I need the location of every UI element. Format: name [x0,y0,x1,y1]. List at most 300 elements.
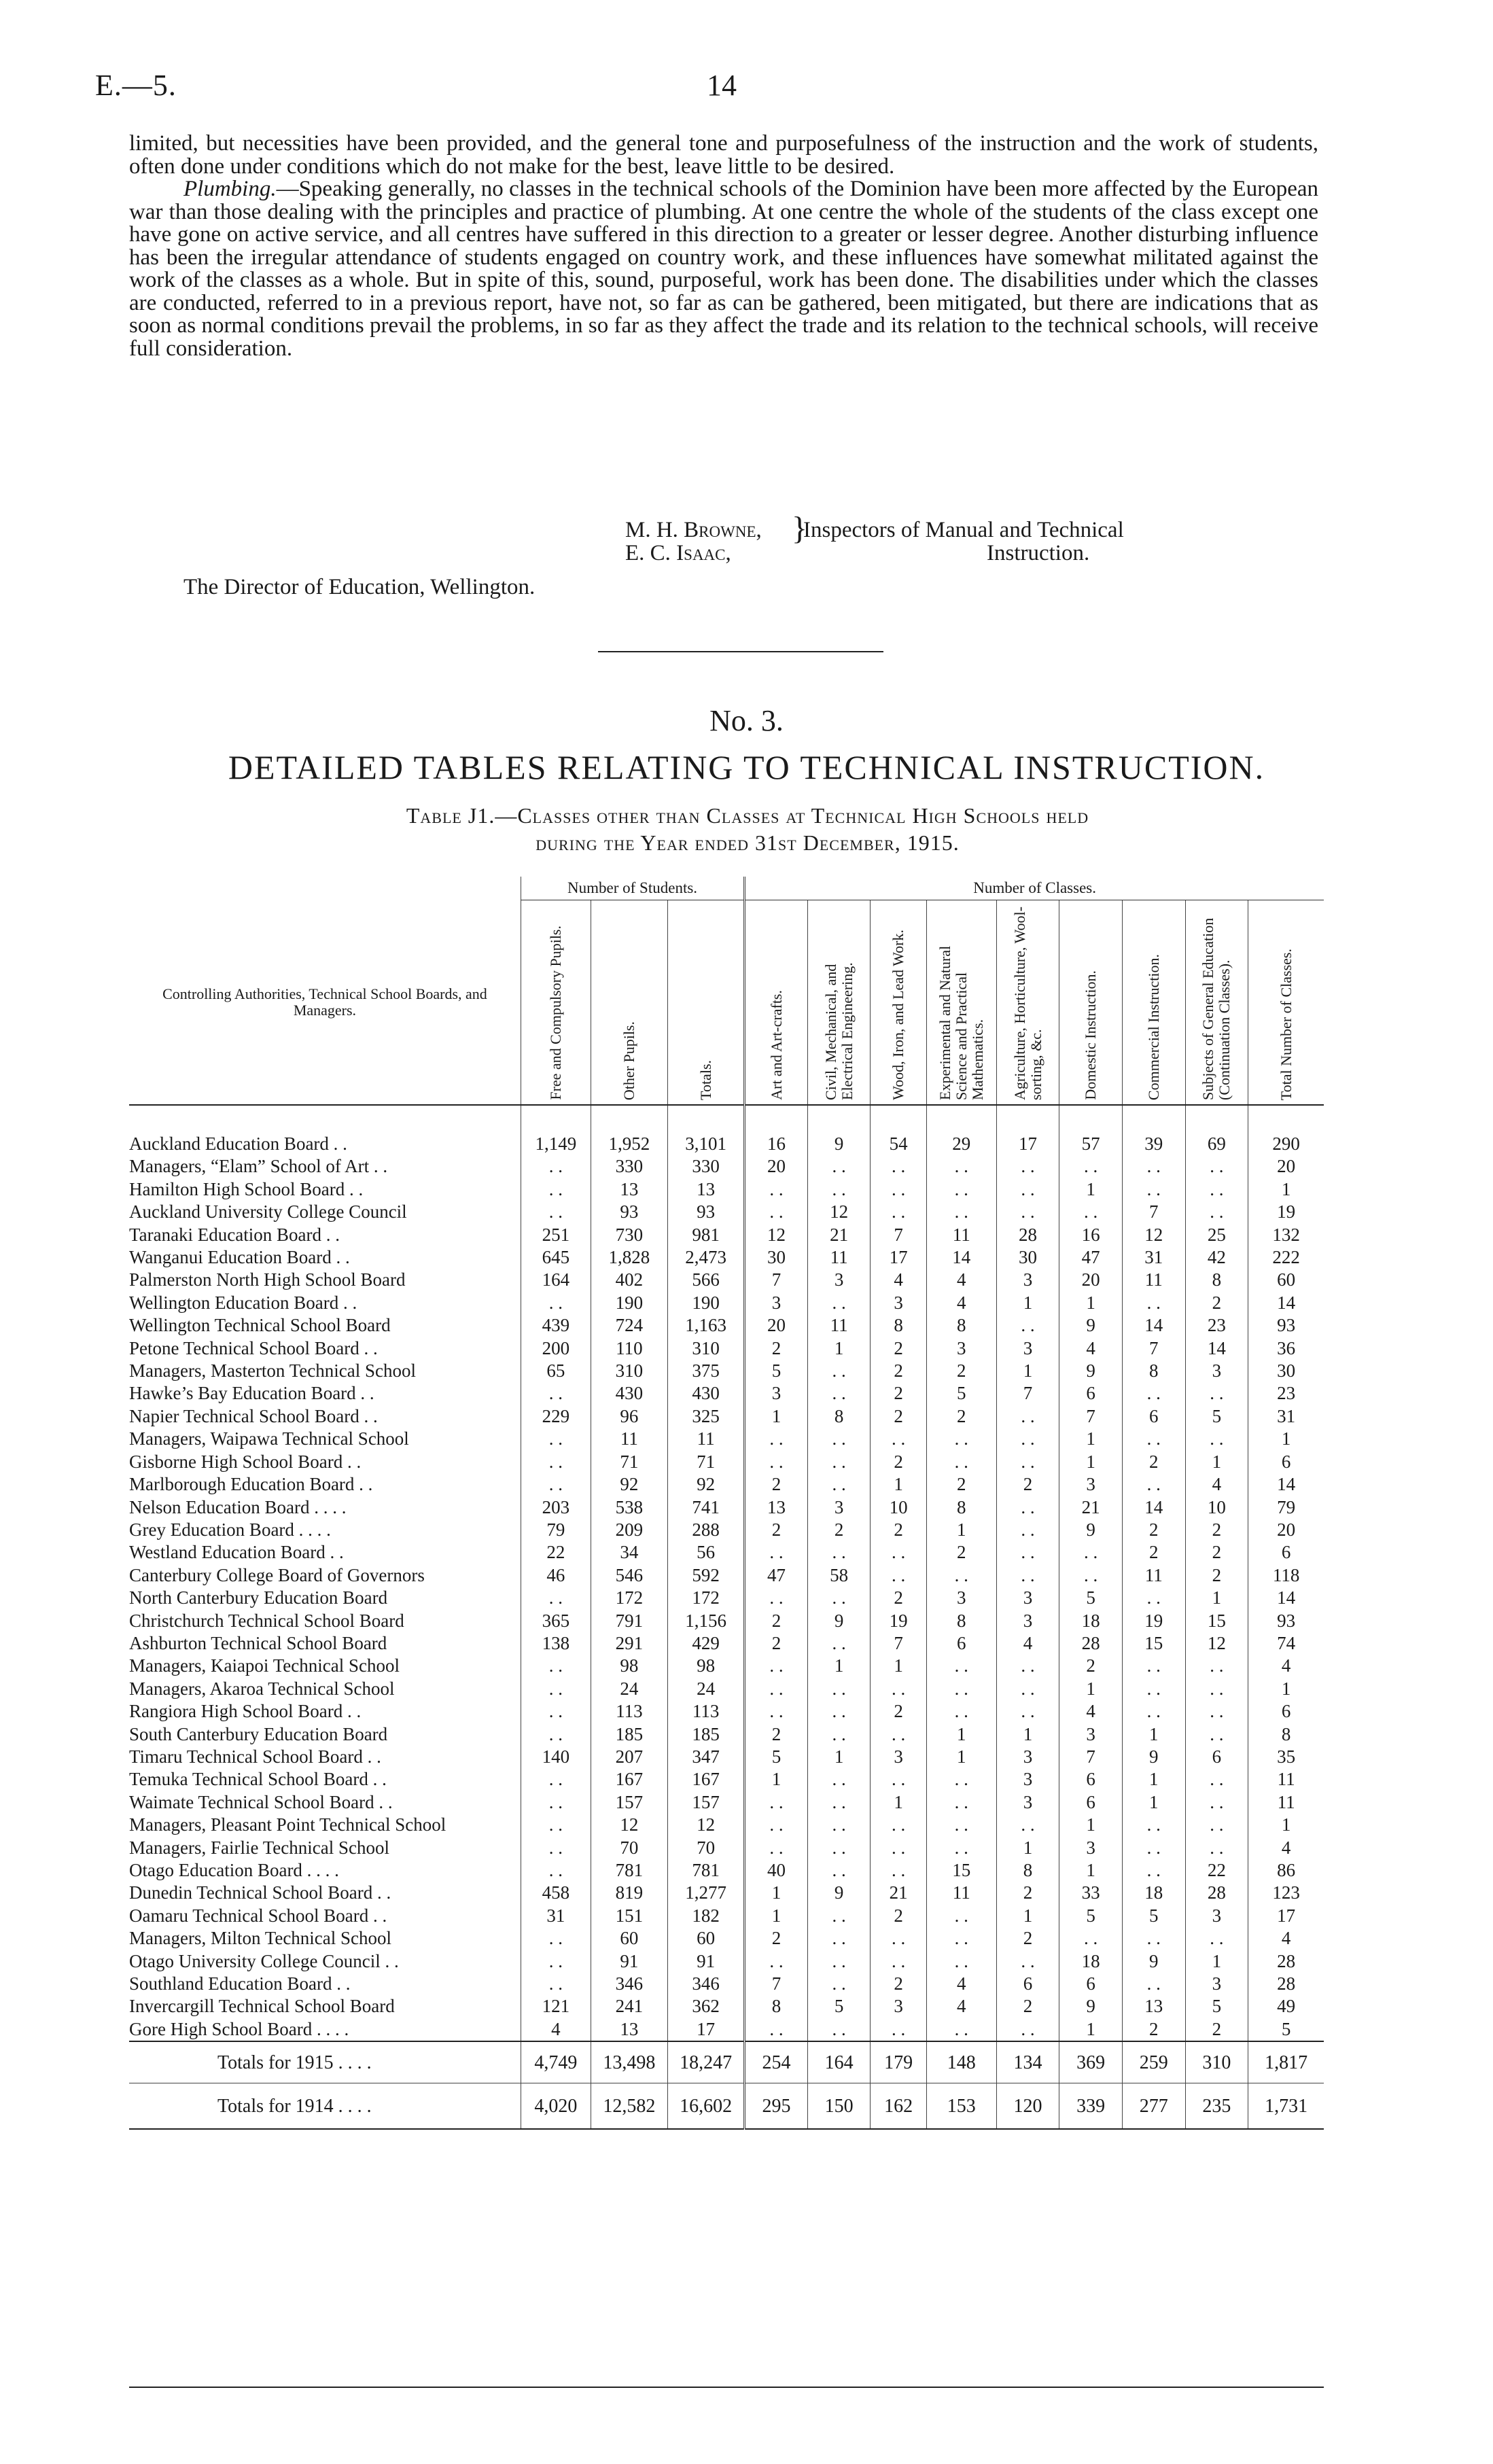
row-value: 47 [1059,1246,1123,1269]
table-row [129,1973,1324,1995]
row-value: 8 [1122,1360,1185,1382]
row-value: . . [926,1178,996,1201]
row-value: 167 [668,1768,745,1791]
row-value: . . [1059,1564,1123,1587]
row-value: 33 [1059,1882,1123,1904]
row-value: . . [1185,1837,1248,1859]
row-value: 17 [996,1105,1059,1155]
row-label: Christchurch Technical School Board [129,1610,404,1631]
row-value: 164 [807,2041,871,2083]
row-value: 31 [1122,1246,1185,1269]
row-value: 1,828 [591,1246,667,1269]
row-value: . . [996,1496,1059,1519]
row-value: . . [807,1451,871,1473]
row-value: 12 [745,1224,808,1246]
table-row [129,1655,1324,1677]
row-value: 4 [1248,1927,1324,1950]
row-value: 1 [1185,1451,1248,1473]
row-value: . . [1122,1655,1185,1677]
row-value: 1 [1059,1814,1123,1836]
row-label: Managers, Akaroa Technical School [129,1678,395,1699]
row-value: 30 [996,1246,1059,1269]
row-value: 346 [591,1973,667,1995]
row-value: 4 [1248,1655,1324,1677]
table-row [129,1882,1324,1904]
row-value: . . [996,1950,1059,1973]
row-value: 140 [521,1746,591,1768]
row-value: . . [996,1451,1059,1473]
row-value: 5 [1122,1905,1185,1927]
row-value: . . [1185,1382,1248,1405]
row-value: 2 [871,1405,926,1428]
row-value: 21 [1059,1496,1123,1519]
row-value: 3 [1185,1905,1248,1927]
col-agriculture: Agriculture, Horticulture, Wool-sorting, &c. [996,900,1059,1106]
table-row [129,1451,1324,1473]
row-label: Hawke’s Bay Education Board . . [129,1383,374,1404]
row-value: 1 [871,1473,926,1496]
row-value: 2,473 [668,1246,745,1269]
report-body [129,133,1318,360]
table-row [129,1269,1324,1291]
row-value: . . [745,1451,808,1473]
row-value: 2 [1185,2018,1248,2041]
row-value: . . [1185,1768,1248,1791]
row-value: 93 [591,1201,667,1223]
row-value: 1 [1248,1428,1324,1450]
row-value: . . [807,1700,871,1723]
row-value: 86 [1248,1859,1324,1882]
row-value: 7 [1122,1337,1185,1360]
row-value: 2 [871,1360,926,1382]
row-value: 8 [926,1314,996,1337]
row-value: . . [1185,1723,1248,1746]
row-value: 791 [591,1610,667,1632]
row-value: 2 [996,1882,1059,1904]
row-value: . . [521,1814,591,1836]
row-value: 2 [1185,1541,1248,1564]
row-value: 93 [1248,1314,1324,1337]
row-value: 132 [1248,1224,1324,1246]
table-row [129,1723,1324,1746]
row-value: 1 [996,1360,1059,1382]
row-value: 56 [668,1541,745,1564]
row-value: . . [871,1950,926,1973]
row-value: . . [745,1837,808,1859]
row-label: Canterbury College Board of Governors [129,1564,425,1585]
row-label: Otago Education Board . . . . [129,1860,339,1880]
row-value: 4 [926,1973,996,1995]
row-value: 402 [591,1269,667,1291]
row-value: . . [521,1155,591,1178]
row-value: . . [807,1927,871,1950]
row-value: 2 [1122,1541,1185,1564]
row-value: 19 [1248,1201,1324,1223]
table-row [129,1700,1324,1723]
row-value: 2 [745,1337,808,1360]
row-value: 16 [1059,1224,1123,1246]
row-value: 4 [1059,1337,1123,1360]
row-value: 120 [996,2083,1059,2130]
row-value: . . [807,1791,871,1814]
row-value: . . [1185,1927,1248,1950]
row-value: 13 [668,1178,745,1201]
row-value: 36 [1248,1337,1324,1360]
row-value: 330 [591,1155,667,1178]
row-value: 8 [926,1496,996,1519]
row-value: . . [1122,1587,1185,1609]
table-row [129,1155,1324,1178]
plumbing-heading: Plumbing. [183,177,277,201]
row-value: 13 [1122,1995,1185,2018]
row-value: 3 [996,1587,1059,1609]
row-value: 2 [871,1905,926,1927]
row-value: . . [926,1201,996,1223]
row-value: 2 [926,1473,996,1496]
row-value: 28 [1185,1882,1248,1904]
row-value: 1 [807,1655,871,1677]
row-value: 3 [1059,1837,1123,1859]
row-value: . . [1185,1678,1248,1700]
row-value: 110 [591,1337,667,1360]
row-value: 20 [1059,1269,1123,1291]
row-value: 12 [1185,1632,1248,1655]
row-value: 4,749 [521,2041,591,2083]
page-number: 14 [707,69,737,102]
row-value: 1 [1122,1723,1185,1746]
row-value: . . [807,1814,871,1836]
table-row [129,2018,1324,2041]
table-row [129,1541,1324,1564]
row-value: 1 [1185,1950,1248,1973]
row-value: 3 [807,1496,871,1519]
row-label: Wanganui Education Board . . [129,1247,350,1268]
row-value: 16,602 [668,2083,745,2130]
table-row [129,1496,1324,1519]
row-value: 6 [1185,1746,1248,1768]
row-value: 2 [871,1451,926,1473]
row-label: Managers, Masterton Technical School [129,1360,416,1381]
table-row [129,1382,1324,1405]
col-experimental-science: Experimental and Natural Science and Practical Mathematics. [926,900,996,1106]
table-row [129,2041,1324,2083]
table-caption-line-1: Table J1.—Classes other than Classes at Technical High Schools held [406,803,1089,828]
row-value: . . [745,1201,808,1223]
col-general-education: Subjects of General Education (Continuation Classes). [1185,900,1248,1106]
row-value: 291 [591,1632,667,1655]
row-value: 1,156 [668,1610,745,1632]
row-value: 3 [871,1292,926,1314]
row-value: . . [996,1519,1059,1541]
row-value: 5 [807,1995,871,2018]
row-value: 288 [668,1519,745,1541]
row-value: 1 [807,1746,871,1768]
row-value: 11 [1248,1768,1324,1791]
row-value: . . [745,1178,808,1201]
row-value: 21 [871,1882,926,1904]
row-value: 17 [871,1246,926,1269]
row-value: . . [745,1655,808,1677]
row-value: 1 [1185,1587,1248,1609]
row-value: 179 [871,2041,926,2083]
row-value: 13 [745,1496,808,1519]
row-value: . . [745,1541,808,1564]
row-value: 5 [745,1360,808,1382]
row-value: 1 [1248,1678,1324,1700]
row-value: 981 [668,1224,745,1246]
row-value: 15 [1122,1632,1185,1655]
row-value: 375 [668,1360,745,1382]
row-value: 91 [591,1950,667,1973]
row-value: 362 [668,1995,745,2018]
row-value: 9 [1059,1360,1123,1382]
row-value: 42 [1185,1246,1248,1269]
row-value: 123 [1248,1882,1324,1904]
row-value: 190 [591,1292,667,1314]
row-value: 1 [1059,2018,1123,2041]
row-value: . . [807,1155,871,1178]
row-value: . . [1185,1155,1248,1178]
row-value: 290 [1248,1105,1324,1155]
row-value: . . [521,1473,591,1496]
row-value: 1 [871,1791,926,1814]
row-value: 98 [591,1655,667,1677]
table-row [129,1337,1324,1360]
row-value: . . [1059,1927,1123,1950]
col-civil-engineering: Civil, Mechanical, and Electrical Engineering. [807,900,871,1106]
row-value: 2 [871,1382,926,1405]
table-row [129,1246,1324,1269]
row-value: 8 [996,1859,1059,1882]
row-value: 1 [996,1723,1059,1746]
row-value: 121 [521,1995,591,2018]
row-value: 5 [745,1746,808,1768]
row-value: 1 [996,1292,1059,1314]
row-value: . . [871,1541,926,1564]
row-value: . . [521,1178,591,1201]
row-value: 251 [521,1224,591,1246]
row-value: . . [1122,1292,1185,1314]
col-free-compulsory: Free and Compulsory Pupils. [521,900,591,1106]
row-value: 30 [1248,1360,1324,1382]
row-value: . . [996,1201,1059,1223]
row-label: Wellington Education Board . . [129,1292,357,1313]
table-row [129,1905,1324,1927]
row-value: 11 [1248,1791,1324,1814]
row-value: 1 [745,1905,808,1927]
row-value: 91 [668,1950,745,1973]
row-label: Totals for 1915 . . . . [129,2041,521,2083]
row-value: 222 [1248,1246,1324,1269]
table-row [129,1292,1324,1314]
row-value: 241 [591,1995,667,2018]
row-value: 8 [1185,1269,1248,1291]
row-label: Hamilton High School Board . . [129,1178,364,1199]
row-value: 11 [926,1882,996,1904]
row-value: 1 [1059,1178,1123,1201]
table-row [129,1564,1324,1587]
row-value: 12 [668,1814,745,1836]
row-value: 22 [521,1541,591,1564]
row-value: 57 [1059,1105,1123,1155]
row-value: 310 [1185,2041,1248,2083]
table-row [129,1201,1324,1223]
row-value: . . [1185,1201,1248,1223]
row-value: . . [1122,1155,1185,1178]
row-value: 65 [521,1360,591,1382]
row-value: 8 [745,1995,808,2018]
row-value: . . [1122,1927,1185,1950]
row-value: . . [1185,1814,1248,1836]
row-value: . . [871,1678,926,1700]
row-label: Invercargill Technical School Board [129,1996,395,2017]
row-value: 1,163 [668,1314,745,1337]
row-value: 11 [1122,1564,1185,1587]
row-value: . . [807,1587,871,1609]
row-value: 1 [745,1405,808,1428]
row-value: 10 [871,1496,926,1519]
row-value: . . [1059,1201,1123,1223]
row-value: 2 [926,1541,996,1564]
row-value: 167 [591,1768,667,1791]
row-value: 2 [871,1973,926,1995]
row-value: 172 [591,1587,667,1609]
row-value: . . [926,1791,996,1814]
row-value: 2 [996,1473,1059,1496]
row-value: . . [807,1678,871,1700]
row-value: 1 [1248,1814,1324,1836]
section-number: No. 3. [709,704,784,737]
row-value: . . [871,1428,926,1450]
row-value: 546 [591,1564,667,1587]
row-value: 20 [745,1155,808,1178]
row-value: 6 [1059,1768,1123,1791]
row-value: . . [926,1814,996,1836]
table-row [129,1995,1324,2018]
row-label: North Canterbury Education Board [129,1587,388,1608]
row-value: . . [807,1360,871,1382]
plumbing-text: —Speaking generally, no classes in the technical schools of the Dominion have been more affected by the European war than those dealing with the principles and practice of plumbing. At one centre the whole of the students of the class except one have gone on active service, and all centres have suffered in this direction to a greater or lesser degree. Another disturbing influence has been the irregular attendance of students engaged on country work, and these influences have somewhat militated against the work of the classes as a whole. But in spite of this, sound, purposeful, work has been done. The disabilities under which the classes are conducted, referred to in a previous report, have not, so far as can be gathered, been mitigated, but there are indications that as soon as normal conditions prevail the problems, in so far as they affect the trade and its relation to the technical schools, will receive full consideration. [129,177,1318,361]
section-title: DETAILED TABLES RELATING TO TECHNICAL INSTRUCTION. [228,748,1265,786]
row-value: . . [521,1428,591,1450]
row-label: Otago University College Council . . [129,1950,399,1971]
row-value: 9 [1122,1950,1185,1973]
row-value: 9 [807,1105,871,1155]
row-value: . . [926,1451,996,1473]
row-value: 430 [591,1382,667,1405]
row-value: 254 [745,2041,808,2083]
row-label: Managers, Waipawa Technical School [129,1428,409,1449]
row-label: Auckland University College Council [129,1201,407,1222]
row-value: 14 [1185,1337,1248,1360]
group-number-of-students: Number of Students. [521,877,744,900]
row-value: 4 [1185,1473,1248,1496]
row-label: Grey Education Board . . . . [129,1519,331,1540]
row-value: 28 [1248,1950,1324,1973]
row-value: 172 [668,1587,745,1609]
row-value: 1 [926,1519,996,1541]
row-label: Gisborne High School Board . . [129,1451,362,1472]
row-value: 8 [871,1314,926,1337]
table-row [129,1519,1324,1541]
row-value: 162 [871,2083,926,2130]
row-value: 71 [591,1451,667,1473]
row-value: 439 [521,1314,591,1337]
row-value: . . [807,1473,871,1496]
row-value: 369 [1059,2041,1123,2083]
row-value: 11 [807,1246,871,1269]
row-value: 347 [668,1746,745,1768]
row-value: . . [926,1155,996,1178]
row-value: 4 [871,1269,926,1291]
row-value: 5 [1185,1405,1248,1428]
row-value: 7 [871,1224,926,1246]
row-value: 2 [1185,1292,1248,1314]
row-value: 47 [745,1564,808,1587]
row-value: 31 [521,1905,591,1927]
row-value: 10 [1185,1496,1248,1519]
row-value: 566 [668,1269,745,1291]
row-value: 9 [1059,1519,1123,1541]
row-value: 2 [926,1405,996,1428]
table-row [129,1224,1324,1246]
row-value: . . [521,1723,591,1746]
row-value: 3 [926,1337,996,1360]
row-value: 7 [1059,1405,1123,1428]
row-value: 9 [1122,1746,1185,1768]
row-value: 8 [807,1405,871,1428]
row-value: 430 [668,1382,745,1405]
row-value: 2 [871,1519,926,1541]
row-value: 18 [1122,1882,1185,1904]
row-value: . . [1185,1655,1248,1677]
row-value: 13 [591,1178,667,1201]
row-value: 29 [926,1105,996,1155]
col-wood-iron-lead: Wood, Iron, and Lead Work. [871,900,926,1106]
row-value: 2 [807,1519,871,1541]
row-value: 3 [996,1269,1059,1291]
row-value: 3 [1059,1723,1123,1746]
row-label: Managers, Milton Technical School [129,1928,392,1949]
row-value: 28 [996,1224,1059,1246]
row-value: 6 [1248,1700,1324,1723]
row-value: . . [1059,1541,1123,1564]
table-row [129,1632,1324,1655]
row-value: 7 [1059,1746,1123,1768]
row-value: . . [521,1678,591,1700]
row-value: . . [996,1700,1059,1723]
row-value: 2 [745,1519,808,1541]
row-value: . . [996,1314,1059,1337]
row-value: . . [926,1428,996,1450]
row-value: 60 [591,1927,667,1950]
row-value: 96 [591,1405,667,1428]
row-label: Rangiora High School Board . . [129,1701,362,1722]
row-value: 60 [1248,1269,1324,1291]
row-value: . . [1122,1428,1185,1450]
row-value: 2 [1122,2018,1185,2041]
row-value: 24 [591,1678,667,1700]
row-value: 4 [926,1269,996,1291]
col-totals: Totals. [668,900,745,1106]
row-value: 8 [926,1610,996,1632]
row-value: 23 [1248,1382,1324,1405]
row-value: . . [1122,1700,1185,1723]
row-value: 2 [745,1632,808,1655]
row-value: . . [871,2018,926,2041]
row-value: 1,731 [1248,2083,1324,2130]
row-value: 1 [1122,1768,1185,1791]
